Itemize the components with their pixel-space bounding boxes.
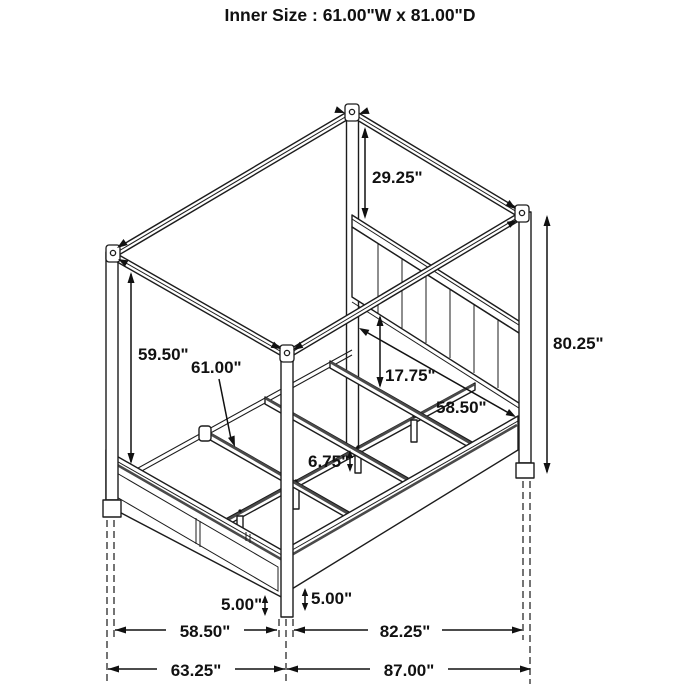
right-post — [516, 212, 534, 478]
dim-label-foot-width: 58.50" — [179, 622, 231, 641]
dim-label-canopy-clearance: 59.50" — [138, 345, 189, 364]
dim-label-siderail-clearance: 5.00" — [311, 589, 353, 608]
dim-siderail-clearance — [302, 588, 352, 611]
dim-canopy-clearance — [128, 272, 189, 464]
footboard-drawers — [106, 450, 287, 600]
dim-label-canopy-drop: 29.25" — [372, 168, 423, 187]
dim-label-headboard-width: 58.50" — [436, 398, 487, 417]
dim-overall-width — [108, 661, 285, 680]
dim-label-inner-width: 61.00" — [191, 358, 242, 377]
dim-label-leg-height: 6.75" — [308, 452, 350, 471]
slat-end-cap — [199, 426, 211, 441]
dim-label-overall-height: 80.25" — [553, 334, 604, 353]
dim-label-side-length: 82.25" — [379, 622, 431, 641]
headboard — [352, 215, 522, 410]
left-post — [103, 252, 121, 517]
dim-label-overall-depth: 87.00" — [383, 661, 435, 680]
dim-overall-height — [544, 215, 604, 474]
front-post — [281, 360, 293, 617]
dim-overall-depth — [287, 661, 531, 680]
dim-foot-width — [115, 622, 277, 641]
dim-side-length — [294, 622, 523, 641]
dim-leg-height — [308, 450, 353, 472]
inner-size-title: Inner Size : 61.00"W x 81.00"D — [224, 5, 476, 25]
dim-label-headboard-to-deck: 17.75" — [385, 366, 436, 385]
dim-footboard-clearance — [221, 595, 268, 616]
dim-label-overall-width: 63.25" — [170, 661, 222, 680]
dim-label-footboard-clearance: 5.00" — [221, 595, 263, 614]
